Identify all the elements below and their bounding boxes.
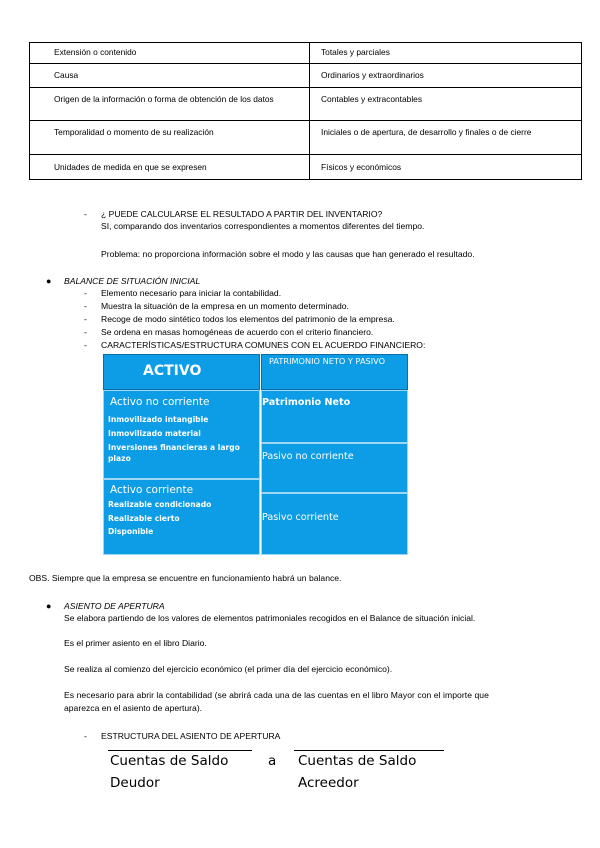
table-cell: Temporalidad o momento de su realización	[30, 121, 310, 155]
table-cell: Físicos y económicos	[310, 155, 582, 180]
table-cell: Contables y extracontables	[310, 88, 582, 121]
anc-item: Inmovilizado intangible	[108, 415, 209, 424]
activo-corriente-label: Activo corriente	[110, 484, 194, 496]
activo-corriente-block	[103, 479, 260, 555]
activo-header	[103, 354, 260, 390]
question-problem: Problema: no proporciona información sobre el modo y las causas que han generado el resultado.	[101, 249, 475, 259]
balance-item: Recoge de modo sintético todos los elementos del patrimonio de la empresa.	[101, 314, 395, 324]
asiento-heading: ASIENTO DE APERTURA	[64, 601, 165, 611]
asiento-paragraph: Se realiza al comienzo del ejercicio económico (el primer día del ejercicio económico).	[64, 664, 393, 674]
dash-marker: -	[84, 288, 87, 298]
asiento-paragraph: Es el primer asiento en el libro Diario.	[64, 638, 207, 648]
balance-item: Muestra la situación de la empresa en un momento determinado.	[101, 301, 349, 311]
top-rule-right	[294, 750, 444, 751]
balance-item: Elemento necesario para iniciar la contabilidad.	[101, 288, 282, 298]
bullet-icon: ●	[46, 601, 52, 611]
asiento-paragraph: Se elabora partiendo de los valores de elementos patrimoniales recogidos en el Balance de situación inicial.	[64, 613, 476, 623]
table-cell: Extensión o contenido	[30, 43, 310, 64]
dash-marker: -	[84, 731, 87, 741]
pn-pasivo-label: PATRIMONIO NETO Y PASIVO	[269, 356, 386, 366]
patrimonio-neto-label: Patrimonio Neto	[262, 397, 351, 408]
activo-label: ACTIVO	[143, 363, 202, 379]
table-cell: Iniciales o de apertura, de desarrollo y finales o de cierre	[310, 121, 582, 155]
classification-table	[29, 42, 582, 180]
asiento-paragraph: aparezca en el asiento de apertura).	[64, 703, 203, 713]
anc-item: Inversiones financieras a largo	[108, 443, 240, 452]
table-cell: Ordinarios y extraordinarios	[310, 64, 582, 88]
activo-no-corriente-block	[103, 390, 260, 479]
table-row	[30, 88, 582, 121]
balance-item: Se ordena en masas homogéneas de acuerdo con el criterio financiero.	[101, 327, 374, 337]
pasivo-no-corriente-block	[261, 443, 408, 493]
table-cell: Origen de la información o forma de obtención de los datos	[30, 88, 310, 121]
dash-marker: -	[84, 209, 87, 219]
pasivo-corriente-block	[261, 493, 408, 555]
table-row	[30, 155, 582, 180]
saldo-deudor-line1: Cuentas de Saldo	[110, 753, 229, 769]
anc-item: plazo	[108, 454, 131, 463]
top-rule-left	[108, 750, 252, 751]
question-answer: SI, comparando dos inventarios correspondientes a momentos diferentes del tiempo.	[101, 221, 425, 231]
dash-marker: -	[84, 327, 87, 337]
ac-item: Realizable condicionado	[108, 500, 212, 509]
structure-heading: ESTRUCTURA DEL ASIENTO DE APERTURA	[101, 731, 281, 741]
patrimonio-neto-block	[261, 390, 408, 443]
table-row	[30, 64, 582, 88]
ac-item: Disponible	[108, 527, 154, 536]
saldo-deudor-line2: Deudor	[110, 775, 160, 791]
dash-marker: -	[84, 314, 87, 324]
connector-a: a	[268, 753, 277, 769]
table-row	[30, 43, 582, 64]
table-cell: Totales y parciales	[310, 43, 582, 64]
table-cell: Unidades de medida en que se expresen	[30, 155, 310, 180]
balance-item: CARACTERÍSTICAS/ESTRUCTURA COMUNES CON EL ACUERDO FINANCIERO:	[101, 340, 426, 350]
bullet-icon: ●	[46, 276, 52, 286]
dash-marker: -	[84, 301, 87, 311]
table-cell: Causa	[30, 64, 310, 88]
activo-no-corriente-label: Activo no corriente	[110, 396, 210, 408]
ac-item: Realizable cierto	[108, 514, 180, 523]
obs-note: OBS. Siempre que la empresa se encuentre en funcionamiento habrá un balance.	[29, 573, 342, 583]
anc-item: Inmovilizado material	[108, 429, 201, 438]
question-title: ¿ PUEDE CALCULARSE EL RESULTADO A PARTIR DEL INVENTARIO?	[101, 209, 383, 219]
asiento-paragraph: Es necesario para abrir la contabilidad (se abrirá cada una de las cuentas en el libro Mayor con el importe que	[64, 690, 489, 700]
saldo-acreedor-line2: Acreedor	[298, 775, 359, 791]
table-row	[30, 121, 582, 155]
pasivo-no-corriente-label: Pasivo no corriente	[262, 451, 354, 462]
dash-marker: -	[84, 340, 87, 350]
pn-pasivo-header	[261, 354, 408, 390]
saldo-acreedor-line1: Cuentas de Saldo	[298, 753, 417, 769]
balance-heading: BALANCE DE SITUACIÓN INICIAL	[64, 276, 201, 286]
pasivo-corriente-label: Pasivo corriente	[262, 512, 339, 523]
